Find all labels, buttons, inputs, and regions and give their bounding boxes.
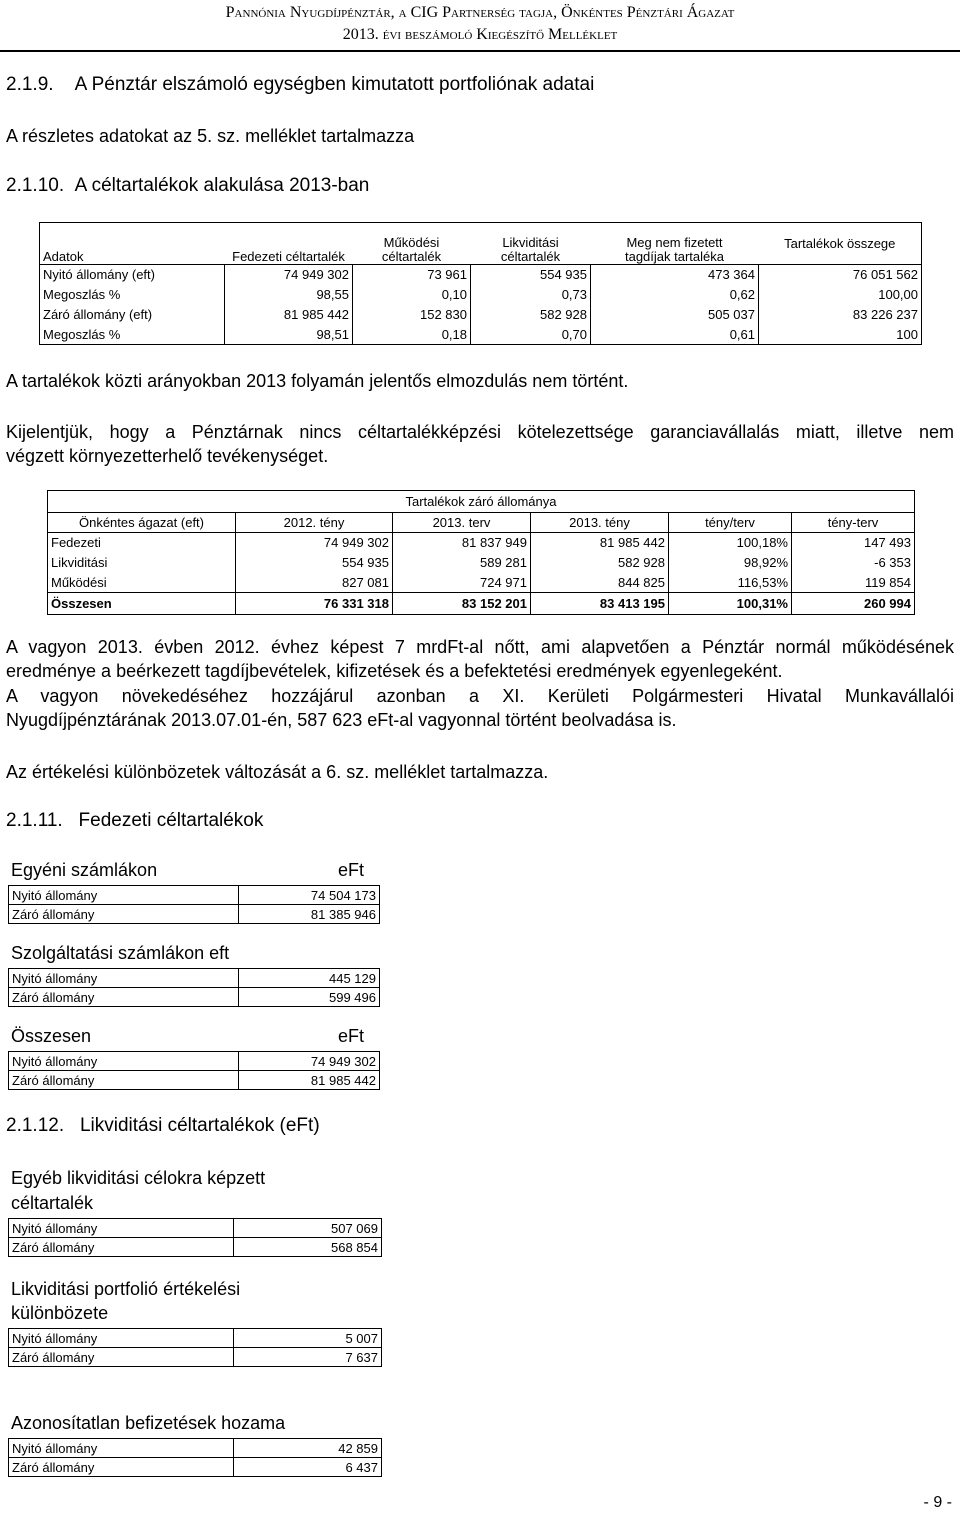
cell: 554 935 <box>236 553 393 573</box>
cell: 473 364 <box>591 265 759 285</box>
cell: Nyitó állomány (eft) <box>40 265 225 285</box>
cell: 0,18 <box>353 325 471 345</box>
cell: 73 961 <box>353 265 471 285</box>
cell: 0,62 <box>591 285 759 305</box>
cell: Nyitó állomány <box>9 886 239 905</box>
section-number: 2.1.9. <box>6 74 54 95</box>
cell: 724 971 <box>393 573 531 593</box>
table-row <box>9 1238 382 1257</box>
section-2-1-10-heading <box>6 175 369 197</box>
table-row <box>9 1219 382 1238</box>
table-row <box>40 325 922 345</box>
table-row <box>9 1071 380 1090</box>
cell: 5 007 <box>234 1329 382 1348</box>
cell: 152 830 <box>353 305 471 325</box>
table-row <box>9 988 380 1007</box>
cell: Megoszlás % <box>40 285 225 305</box>
col-header-fedezeti: Fedezeti céltartalék <box>225 223 353 265</box>
table-header-row <box>40 223 922 265</box>
cell: 116,53% <box>669 573 792 593</box>
block-title: Összesen <box>11 1026 92 1046</box>
unidentified-payments-table <box>8 1438 382 1477</box>
cell: Záró állomány <box>9 1348 234 1367</box>
section-number: 2.1.10. <box>6 175 65 196</box>
cell: 98,55 <box>225 285 353 305</box>
table-row <box>40 265 922 285</box>
section-title: A céltartalékok alakulása 2013-ban <box>74 175 370 196</box>
table-title: Tartalékok záró állománya <box>48 491 915 513</box>
reserves-table <box>39 222 922 345</box>
section-number: 2.1.11. <box>6 810 63 831</box>
service-accounts-table <box>8 968 380 1007</box>
cell: 83 413 195 <box>531 593 669 615</box>
cell: 83 152 201 <box>393 593 531 615</box>
section-title: A Pénztár elszámoló egységben kimutatott portfoliónak adatai <box>74 74 595 95</box>
cell: 74 949 302 <box>236 533 393 553</box>
cell: 0,10 <box>353 285 471 305</box>
cell: 74 504 173 <box>239 886 380 905</box>
col-header-meg-nem-fizetett: Meg nem fizetett tagdíjak tartaléka <box>591 223 759 265</box>
asset-line2: eredménye a beérkezett tagdíjbevételek, kifizetések és a befektetési eredmények egyenlegeként. <box>6 661 783 681</box>
cell: 827 081 <box>236 573 393 593</box>
col-header: 2013. terv <box>393 513 531 533</box>
cell: Záró állomány <box>9 1071 239 1090</box>
table-title-row <box>48 491 915 513</box>
col-header-likviditasi: Likviditási céltartalék <box>471 223 591 265</box>
section-2-1-9-heading <box>6 74 594 96</box>
col-header: 2012. tény <box>236 513 393 533</box>
cell: 507 069 <box>234 1219 382 1238</box>
declaration-line2: végzett környezetterhelő tevékenységet. <box>6 446 329 466</box>
col-header-osszege: Tartalékok összege <box>759 223 922 265</box>
asset-line1: A vagyon 2013. évben 2012. évhez képest 7 mrdFt-al nőtt, ami alapvetően a Pénztár normál működésének <box>6 637 954 657</box>
cell: 147 493 <box>792 533 915 553</box>
section-2-1-12-heading <box>6 1115 320 1137</box>
table-row <box>9 1052 380 1071</box>
table-row <box>48 533 915 553</box>
cell: Záró állomány (eft) <box>40 305 225 325</box>
section-number: 2.1.12. <box>6 1115 65 1136</box>
col-header-adatok: Adatok <box>40 223 225 265</box>
cell: 98,92% <box>669 553 792 573</box>
cell: 81 837 949 <box>393 533 531 553</box>
cell: 100,18% <box>669 533 792 553</box>
cell: Nyitó állomány <box>9 1329 234 1348</box>
cell: 844 825 <box>531 573 669 593</box>
cell: 599 496 <box>239 988 380 1007</box>
table-row <box>9 886 380 905</box>
cell: 589 281 <box>393 553 531 573</box>
cell: 505 037 <box>591 305 759 325</box>
block-unit: eFt <box>338 860 365 880</box>
table-row <box>9 1348 382 1367</box>
cell: 81 385 946 <box>239 905 380 924</box>
liquidity-valuation-table <box>8 1328 382 1367</box>
cell: Nyitó állomány <box>9 1052 239 1071</box>
col-header-mukodesi: Működési céltartalék <box>353 223 471 265</box>
cell: 100,00 <box>759 285 922 305</box>
table-row <box>9 1329 382 1348</box>
cell: Megoszlás % <box>40 325 225 345</box>
cell: 260 994 <box>792 593 915 615</box>
reserves-comment: A tartalékok közti arányokban 2013 folyamán jelentős elmozdulás nem történt. <box>6 371 629 391</box>
block-title-line1: Likviditási portfolió értékelési <box>11 1279 241 1299</box>
cell: 76 331 318 <box>236 593 393 615</box>
cell: 445 129 <box>239 969 380 988</box>
cell: 100,31% <box>669 593 792 615</box>
block-title-line2: különbözete <box>11 1303 109 1323</box>
running-header-line2: 2013. évi beszámoló Kiegészítő Melléklet <box>342 26 618 43</box>
table-row <box>9 1458 382 1477</box>
col-header: Önkéntes ágazat (eft) <box>48 513 236 533</box>
table-row <box>9 969 380 988</box>
block-title: Azonosítatlan befizetések hozama <box>11 1413 286 1433</box>
block-title-line2: céltartalék <box>11 1193 94 1213</box>
cell: Fedezeti <box>48 533 236 553</box>
cell: 582 928 <box>531 553 669 573</box>
cell: Nyitó állomány <box>9 969 239 988</box>
section-title: Fedezeti céltartalékok <box>78 810 264 831</box>
cell: 582 928 <box>471 305 591 325</box>
page-number: - 9 - <box>923 1494 952 1511</box>
block-title: Egyéni számlákon <box>11 860 158 880</box>
table-row <box>9 905 380 924</box>
table-total-row <box>48 593 915 615</box>
header-rule <box>0 50 960 52</box>
cell: 554 935 <box>471 265 591 285</box>
cell: Záró állomány <box>9 1458 234 1477</box>
cell: 76 051 562 <box>759 265 922 285</box>
col-header: 2013. tény <box>531 513 669 533</box>
cell: Összesen <box>48 593 236 615</box>
col-header: tény-terv <box>792 513 915 533</box>
closing-reserves-table <box>47 490 915 615</box>
cell: 0,70 <box>471 325 591 345</box>
cell: Nyitó állomány <box>9 1219 234 1238</box>
cell: 74 949 302 <box>239 1052 380 1071</box>
col-header: tény/terv <box>669 513 792 533</box>
cell: 0,73 <box>471 285 591 305</box>
cell: 42 859 <box>234 1439 382 1458</box>
block-unit: eFt <box>338 1026 365 1046</box>
running-header-line1: Pannónia Nyugdíjpénztár, a CIG Partnerség tagja, Önkéntes Pénztári Ágazat <box>225 4 735 21</box>
cell: Záró állomány <box>9 1238 234 1257</box>
total-accounts-table <box>8 1051 380 1090</box>
cell: Záró állomány <box>9 988 239 1007</box>
cell: Működési <box>48 573 236 593</box>
block-title-line1: Egyéb likviditási célokra képzett <box>11 1168 266 1188</box>
cell: 568 854 <box>234 1238 382 1257</box>
cell: 81 985 442 <box>225 305 353 325</box>
cell: 100 <box>759 325 922 345</box>
cell: Likviditási <box>48 553 236 573</box>
table-row <box>40 285 922 305</box>
table-row <box>9 1439 382 1458</box>
section-2-1-11-heading <box>6 810 263 832</box>
table-header-row <box>48 513 915 533</box>
table-row <box>48 553 915 573</box>
cell: 81 985 442 <box>531 533 669 553</box>
other-liquidity-table <box>8 1218 382 1257</box>
cell: Nyitó állomány <box>9 1439 234 1458</box>
cell: Záró állomány <box>9 905 239 924</box>
asset-line4: Nyugdíjpénztárának 2013.07.01-én, 587 623 eFt-al vagyonnal történt beolvadása is. <box>6 710 677 730</box>
declaration-line1: Kijelentjük, hogy a Pénztárnak nincs céltartalékképzési kötelezettsége garanciavállalás miatt, illetve nem <box>6 422 954 442</box>
cell: 7 637 <box>234 1348 382 1367</box>
section-title: Likviditási céltartalékok (eFt) <box>79 1115 320 1136</box>
cell: 74 949 302 <box>225 265 353 285</box>
cell: 81 985 442 <box>239 1071 380 1090</box>
cell: 98,51 <box>225 325 353 345</box>
valuation-note: Az értékelési különbözetek változását a 6. sz. melléklet tartalmazza. <box>6 762 549 782</box>
individual-accounts-table <box>8 885 380 924</box>
cell: 83 226 237 <box>759 305 922 325</box>
asset-line3: A vagyon növekedéséhez hozzájárul azonban a XI. Kerületi Polgármesteri Hivatal Munkavállalói <box>6 686 954 706</box>
block-title: Szolgáltatási számlákon eft <box>11 943 230 963</box>
section-2-1-9-text: A részletes adatokat az 5. sz. melléklet tartalmazza <box>6 126 415 146</box>
table-row <box>48 573 915 593</box>
cell: 0,61 <box>591 325 759 345</box>
cell: 6 437 <box>234 1458 382 1477</box>
cell: -6 353 <box>792 553 915 573</box>
table-row <box>40 305 922 325</box>
cell: 119 854 <box>792 573 915 593</box>
